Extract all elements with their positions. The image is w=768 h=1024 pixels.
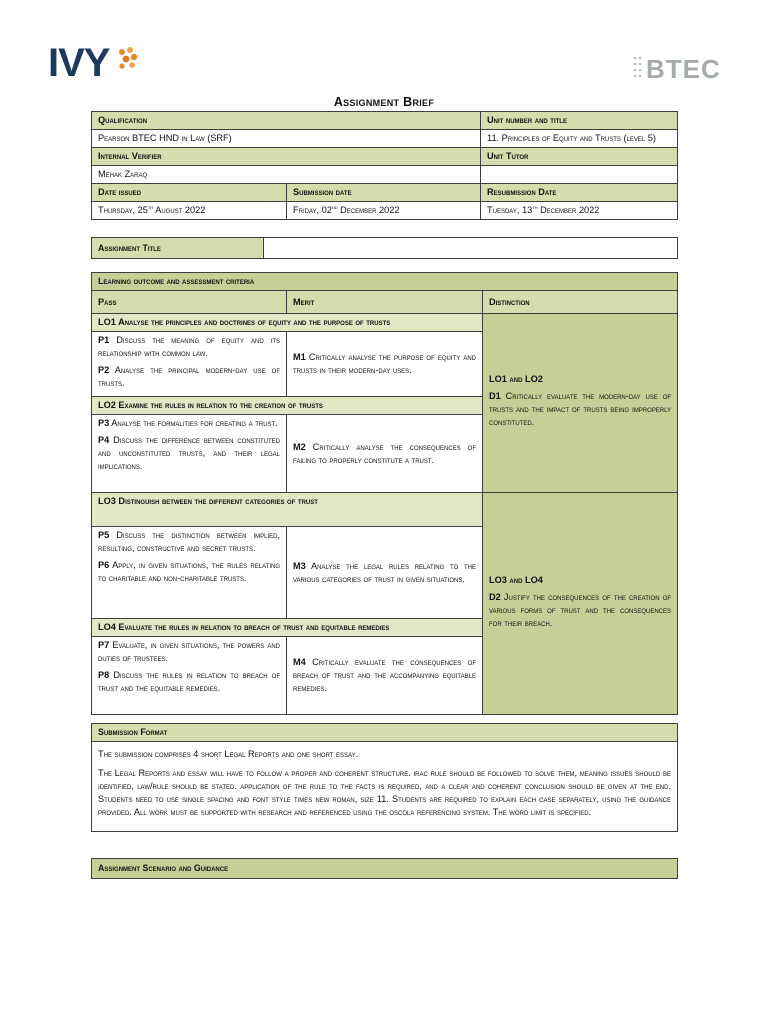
tutor-label: Unit Tutor xyxy=(481,148,678,166)
submission-format-label: Submission Format xyxy=(92,724,678,742)
scenario-table xyxy=(91,858,678,879)
assignment-title-table xyxy=(91,237,678,259)
p5-p6-cell xyxy=(92,527,287,619)
m3: M3 Analyse the legal rules relating to the various categories of trust in given situations. xyxy=(287,527,483,619)
d2-heading: LO3 and LO4 xyxy=(489,574,543,585)
distinction-d2 xyxy=(483,493,678,715)
p3-p4-cell xyxy=(92,415,287,493)
verifier-label: Internal Verifier xyxy=(92,148,481,166)
m4: M4 Critically evaluate the consequences of breach of trust and the accompanying equitable remedies. xyxy=(287,637,483,715)
btec-dots-icon xyxy=(632,54,646,84)
criteria-table xyxy=(91,272,678,715)
date-issued-value: Thursday, 25th August 2022 xyxy=(92,202,287,220)
m2: M2 Critically analyse the consequences of failing to properly constitute a trust. xyxy=(287,415,483,493)
submission-date-label: Submission date xyxy=(287,184,481,202)
submission-format-table xyxy=(91,723,678,832)
p4: P4 Discuss the difference between constituted and unconstituted trusts, and their legal implications. xyxy=(98,435,280,471)
info-table xyxy=(91,111,678,220)
qualification-label: Qualification xyxy=(92,112,481,130)
submission-date-value: Friday, 02nd December 2022 xyxy=(287,202,481,220)
lo3-row: LO3 Distinguish between the different categories of trust xyxy=(92,493,483,527)
btec-logo-text: BTEC xyxy=(646,54,721,84)
tutor-value xyxy=(481,166,678,184)
resubmission-date-label: Resubmission Date xyxy=(481,184,678,202)
p2: P2 Analyse the principal modern-day use of trusts. xyxy=(98,365,280,388)
resubmission-date-value: Tuesday, 13th December 2022 xyxy=(481,202,678,220)
p8: P8 Discuss the rules in relation to breach of trust and the equitable remedies. xyxy=(98,670,280,693)
p1: P1 Discuss the meaning of equity and its relationship with common law. xyxy=(98,335,280,358)
btec-logo xyxy=(632,52,728,86)
p5: P5 Discuss the distinction between implied, resulting, constructive and secret trusts. xyxy=(98,530,280,553)
lo4-row: LO4 Evaluate the rules in relation to breach of trust and equitable remedies xyxy=(92,619,483,637)
verifier-value: Mehak Zaraq xyxy=(92,166,481,184)
scenario-label: Assignment Scenario and Guidance xyxy=(92,859,678,879)
unit-label: Unit number and title xyxy=(481,112,678,130)
date-issued-label: Date issued xyxy=(92,184,287,202)
m1: M1 Critically analyse the purpose of equity and trusts in their modern-day uses. xyxy=(287,332,483,397)
col-merit: Merit xyxy=(287,291,483,314)
submission-para-1: The submission comprises 4 short Legal Reports and one short essay. xyxy=(98,749,359,759)
qualification-value: Pearson BTEC HND in Law (SRF) xyxy=(92,130,481,148)
assignment-title-value xyxy=(264,238,678,259)
submission-format-body xyxy=(92,742,678,832)
page-title: Assignment Brief xyxy=(333,95,435,109)
d2-text: D2 Justify the consequences of the creation of various forms of trust and the consequences for their breach. xyxy=(489,591,672,628)
d1-heading: LO1 and LO2 xyxy=(489,374,543,384)
d1-text: D1 Critically evaluate the modern-day use of trusts and the impact of trusts being improperly constituted. xyxy=(489,391,672,427)
ivy-logo-text: IVY xyxy=(48,41,110,85)
col-pass: Pass xyxy=(92,291,287,314)
p3: P3 Analyse the formalities for creating a trust. xyxy=(98,418,278,428)
leaf-icon xyxy=(116,46,140,76)
col-distinction: Distinction xyxy=(483,291,678,314)
lo2-row: LO2 Examine the rules in relation to the creation of trusts xyxy=(92,397,483,415)
submission-para-2: The Legal Reports and essay will have to follow a proper and coherent structure. irac rule should be followed to solve them, meaning issues should be identified, law/rule should be stated. application of the rule to the facts is required, and a clear and coherent conclusion should be given at the end. Students need to use single spacing and font style times new roman, size 11. Students are required to explain each case separately, using the guidance provided. All work must be supported with research and referenced using the oscola referencing system. The word limit is specified. xyxy=(98,768,671,817)
unit-value: 11. Principles of Equity and Trusts (level 5) xyxy=(481,130,678,148)
lo1-row: LO1 Analyse the principles and doctrines of equity and the purpose of trusts xyxy=(92,314,483,332)
p7: P7 Evaluate, in given situations, the powers and duties of trustees. xyxy=(98,640,280,663)
distinction-d1 xyxy=(483,314,678,493)
ivy-logo xyxy=(48,42,148,84)
p1-p2-cell xyxy=(92,332,287,397)
p7-p8-cell xyxy=(92,637,287,715)
assignment-title-label: Assignment Title xyxy=(92,238,264,259)
p6: P6 Apply, in given situations, the rules relating to charitable and non-charitable trusts. xyxy=(98,560,280,583)
criteria-header: Learning outcome and assessment criteria xyxy=(92,273,678,291)
